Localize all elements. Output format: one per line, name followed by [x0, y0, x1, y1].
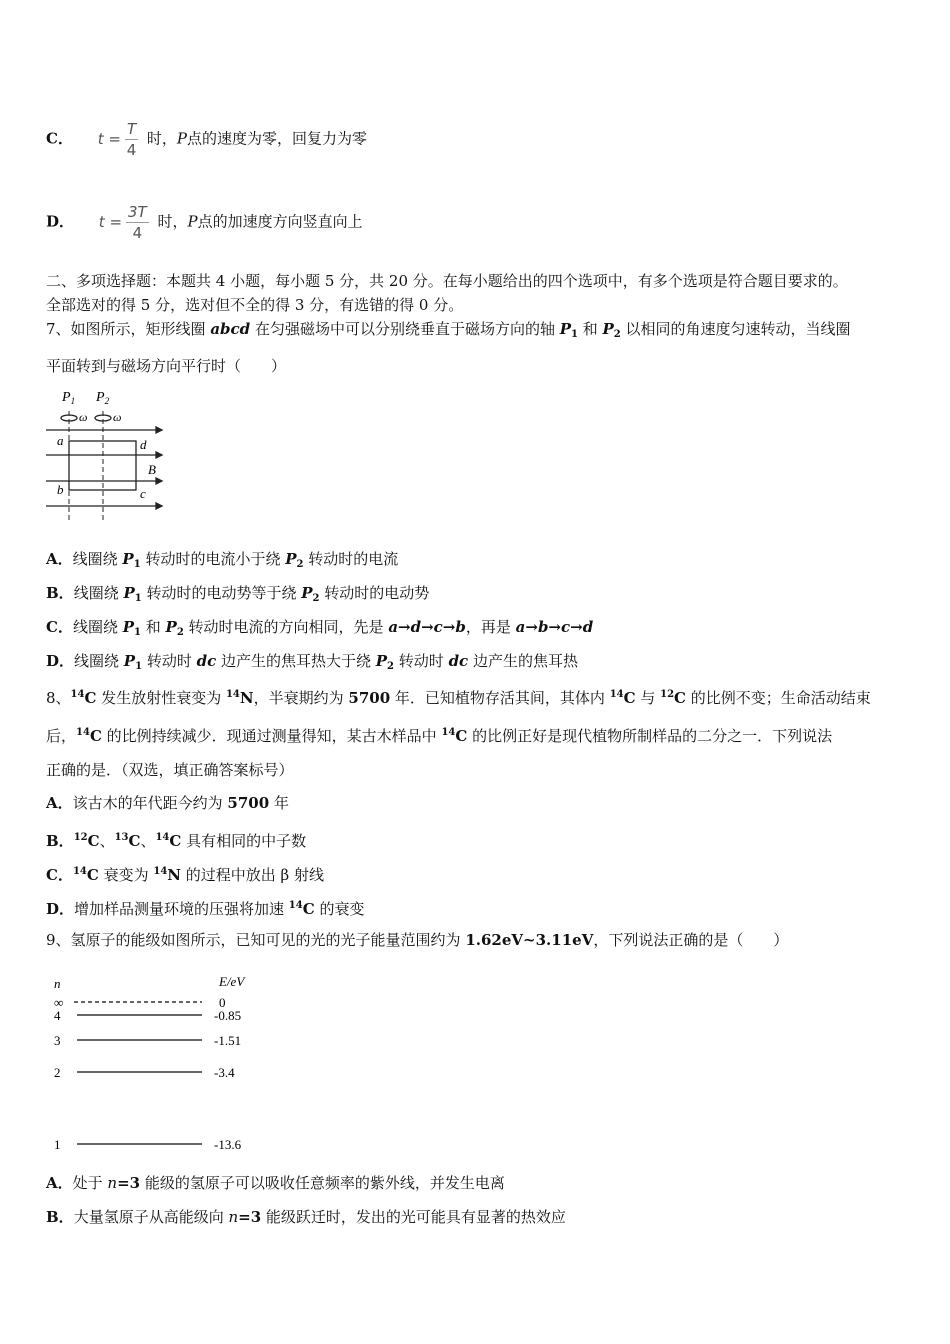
text-segment: =3: [117, 1174, 141, 1192]
text-segment: P: [559, 320, 571, 338]
question-8-stem-cont: [46, 723, 832, 746]
q7-option-c: [46, 617, 593, 643]
text-segment: 14: [225, 689, 240, 700]
denominator: 4: [132, 224, 143, 242]
text-segment: 转动时的电动势: [319, 584, 430, 602]
text-segment: P: [301, 584, 313, 602]
text-segment: 1: [134, 627, 141, 638]
level-n-label: 1: [54, 1137, 61, 1152]
text-segment: 线圈绕: [74, 652, 124, 670]
figure-energy-levels: [44, 970, 274, 1160]
text-segment: 在匀强磁场中可以分别绕垂直于磁场方向的轴: [250, 320, 560, 338]
text-segment: 以相同的角速度匀速转动，当线圈: [620, 320, 851, 338]
text-segment: 大量氢原子从高能级向: [73, 1208, 229, 1226]
text-segment: D．: [46, 900, 75, 918]
text-segment: C: [89, 727, 102, 745]
text-segment: 2: [176, 627, 184, 638]
text-segment: 5700: [348, 689, 391, 707]
field-label-b: B: [148, 462, 156, 477]
text-segment: 14: [155, 832, 170, 843]
axis-label-n: n: [54, 976, 61, 991]
text-segment: ，下列说法正确的是（ ）: [593, 931, 789, 949]
text-segment: ，半衰期约为: [253, 689, 349, 707]
q8-option-d: [46, 896, 364, 919]
q8-option-b: [46, 828, 306, 851]
level-n-label: 2: [54, 1065, 61, 1080]
text-segment: 时，: [146, 129, 177, 148]
text-segment: 2: [613, 329, 621, 340]
text-segment: P: [122, 618, 135, 636]
text-segment: P: [165, 618, 177, 636]
text-segment: =3: [238, 1208, 262, 1226]
question-9-stem: [46, 930, 788, 950]
text-segment: 能级跃迁时，发出的光可能具有显著的热效应: [261, 1208, 566, 1226]
text-segment: 1: [571, 329, 578, 340]
text-segment: 1: [135, 661, 143, 672]
text-segment: 转动时的电流: [303, 550, 399, 568]
q8-option-c: [46, 862, 324, 885]
text-segment: 时，: [157, 212, 188, 231]
label-p1: P: [62, 390, 71, 405]
question-8-stem: [46, 685, 871, 708]
text-segment: 增加样品测量环境的压强将加速: [74, 900, 289, 918]
text-segment: 转动时的电流小于绕: [140, 550, 286, 568]
text-segment: B．: [46, 1208, 74, 1226]
text-segment: 7、如图所示，矩形线圈: [46, 320, 211, 338]
omega-label-2: ω: [113, 410, 122, 424]
text-segment: 13: [114, 832, 129, 843]
text-segment: C: [128, 832, 141, 850]
text-segment: ，再是: [465, 618, 516, 636]
text-segment: C: [302, 900, 315, 918]
text-segment: 平面转到与磁场方向平行时（ ）: [46, 357, 287, 375]
q6-option-d: [46, 202, 363, 243]
text-segment: 转动时: [394, 652, 449, 670]
text-segment: C: [84, 689, 97, 707]
text-segment: 具有相同的中子数: [181, 832, 307, 850]
text-segment: A．: [46, 794, 73, 812]
text-segment: 的衰变: [314, 900, 365, 918]
text-segment: 12: [73, 832, 88, 843]
q7-option-b: [46, 583, 429, 609]
text-segment: 、: [99, 832, 115, 850]
text-segment: 该古木的年代距今约为: [72, 794, 228, 812]
label-p2: P: [96, 390, 105, 405]
numerator: 3T: [128, 203, 147, 221]
text-segment: B．: [46, 584, 74, 602]
option-label: D．: [46, 212, 75, 231]
text-segment: P: [187, 212, 198, 231]
omega-label-1: ω: [79, 410, 88, 424]
section-heading: [46, 271, 848, 291]
text-segment: a→d→c→b: [388, 618, 466, 636]
text-segment: 2: [387, 661, 395, 672]
text-segment: a→b→c→d: [515, 618, 594, 636]
text-segment: 的比例持续减少．现通过测量得知，某古木样品中: [101, 727, 442, 745]
text-segment: 和: [577, 320, 603, 338]
text-segment: N: [167, 866, 182, 884]
question-7-stem-cont: [46, 356, 286, 376]
figure-rotating-coil: [44, 383, 169, 523]
text-segment: 线圈绕: [73, 584, 124, 602]
text-segment: 12: [660, 689, 675, 700]
text-segment: P: [123, 584, 135, 602]
text-segment: n: [107, 1174, 118, 1192]
denominator: 4: [126, 141, 137, 159]
question-8-stem-cont2: [46, 760, 294, 780]
text-segment: 线圈绕: [72, 550, 123, 568]
text-segment: 年: [269, 794, 289, 812]
section-instructions: [46, 295, 463, 315]
text-segment: N: [239, 689, 254, 707]
level-energy-label: 0: [219, 995, 226, 1010]
text-segment: 9、氢原子的能级如图所示，已知可见的光的光子能量范围约为: [46, 931, 466, 949]
text-segment: P: [375, 652, 388, 670]
text-segment: 处于: [72, 1174, 108, 1192]
text-segment: 转动时的电动势等于绕: [141, 584, 302, 602]
q7-option-d: [46, 651, 578, 677]
text-segment: 线圈绕: [72, 618, 123, 636]
axis-label-energy: E/eV: [219, 974, 245, 989]
text-segment: 2: [296, 559, 304, 570]
svg-text:P1: $P_1$: [62, 390, 76, 406]
text-segment: 的比例不变；生命活动结束: [685, 689, 871, 707]
text-segment: 5700: [227, 794, 270, 812]
text-segment: 1.62eV~3.11eV: [465, 931, 594, 949]
level-energy-label: -13.6: [214, 1137, 242, 1152]
text-segment: 2: [312, 593, 320, 604]
text-segment: abcd: [210, 320, 251, 338]
text-segment: 转动时电流的方向相同，先是: [183, 618, 389, 636]
text-segment: C: [674, 689, 686, 707]
text-segment: P: [122, 550, 134, 568]
text-segment: 、: [140, 832, 156, 850]
text-segment: 转动时: [142, 652, 197, 670]
text-segment: P: [123, 652, 136, 670]
level-energy-label: -1.51: [214, 1033, 242, 1048]
text-segment: 14: [288, 900, 303, 911]
text-segment: dc: [196, 652, 217, 670]
text-segment: D．: [46, 652, 75, 670]
text-segment: C．: [46, 866, 73, 884]
level-energy-label: -3.4: [214, 1065, 235, 1080]
text-segment: C．: [46, 618, 73, 636]
text-segment: 衰变为: [98, 866, 154, 884]
text-segment: 年．已知植物存活其间，其体内: [390, 689, 610, 707]
text-segment: C: [623, 689, 636, 707]
q7-option-a: [46, 549, 398, 575]
text-segment: 边产生的焦耳热大于绕: [216, 652, 376, 670]
text-segment: P: [176, 129, 188, 148]
corner-c: c: [140, 486, 146, 501]
text-segment: 正确的是．（双选，填正确答案标号）: [46, 761, 294, 779]
text-segment: 的比例正好是现代植物所制样品的二分之一．下列说法: [467, 727, 833, 745]
text-segment: 1: [134, 593, 142, 604]
q9-option-a: [46, 1173, 505, 1193]
text-segment: 的过程中放出 β 射线: [181, 866, 324, 884]
text-segment: 和: [140, 618, 166, 636]
text-segment: 边产生的焦耳热: [468, 652, 578, 670]
formula-lhs: t =: [98, 213, 123, 231]
question-7-stem: [46, 319, 851, 345]
text-segment: C: [169, 832, 182, 850]
q8-option-a: [46, 793, 289, 813]
text-segment: C: [455, 727, 468, 745]
text-segment: P: [285, 550, 297, 568]
text-segment: 二、多项选择题：本题共 4 小题，每小题 5 分，共 20 分。在每小题给出的四个选项中，有多个选项是符合题目要求的。: [46, 272, 848, 290]
option-label: C．: [46, 129, 73, 148]
corner-a: a: [57, 433, 64, 448]
text-segment: 能级的氢原子可以吸收任意频率的紫外线，并发生电离: [140, 1174, 505, 1192]
numerator: T: [126, 120, 137, 138]
text-segment: dc: [448, 652, 469, 670]
text-segment: 14: [70, 689, 85, 700]
text-segment: 与: [635, 689, 661, 707]
text-segment: 点的速度为零，回复力为零: [187, 129, 368, 148]
text-segment: C: [86, 866, 99, 884]
level-n-label: ∞: [54, 995, 64, 1010]
text-segment: C: [87, 832, 100, 850]
text-segment: 14: [76, 727, 90, 738]
text-segment: n: [228, 1208, 239, 1226]
text-segment: 14: [72, 866, 87, 877]
text-segment: 后，: [46, 727, 77, 745]
text-segment: 点的加速度方向竖直向上: [197, 212, 363, 231]
text-segment: A．: [46, 550, 73, 568]
text-segment: 8、: [46, 689, 71, 707]
corner-b: b: [57, 482, 64, 497]
corner-d: d: [140, 437, 147, 452]
level-n-label: 3: [54, 1033, 61, 1048]
q9-option-b: [46, 1207, 566, 1227]
text-segment: 全部选对的得 5 分，选对但不全的得 3 分，有选错的得 0 分。: [46, 296, 464, 314]
formula: [99, 202, 149, 243]
text-segment: 1: [133, 559, 141, 570]
level-n-label: 4: [54, 1008, 61, 1023]
q6-option-c: [46, 119, 367, 160]
text-segment: 14: [441, 727, 456, 738]
text-segment: A．: [46, 1174, 73, 1192]
formula: [98, 119, 138, 160]
formula-lhs: t =: [97, 130, 121, 148]
text-segment: 14: [609, 689, 624, 700]
text-segment: 14: [153, 866, 168, 877]
svg-text:P2: $P_2$: [96, 390, 110, 406]
level-energy-label: -0.85: [214, 1008, 242, 1023]
text-segment: 发生放射性衰变为: [96, 689, 226, 707]
text-segment: P: [602, 320, 614, 338]
text-segment: B．: [46, 832, 74, 850]
